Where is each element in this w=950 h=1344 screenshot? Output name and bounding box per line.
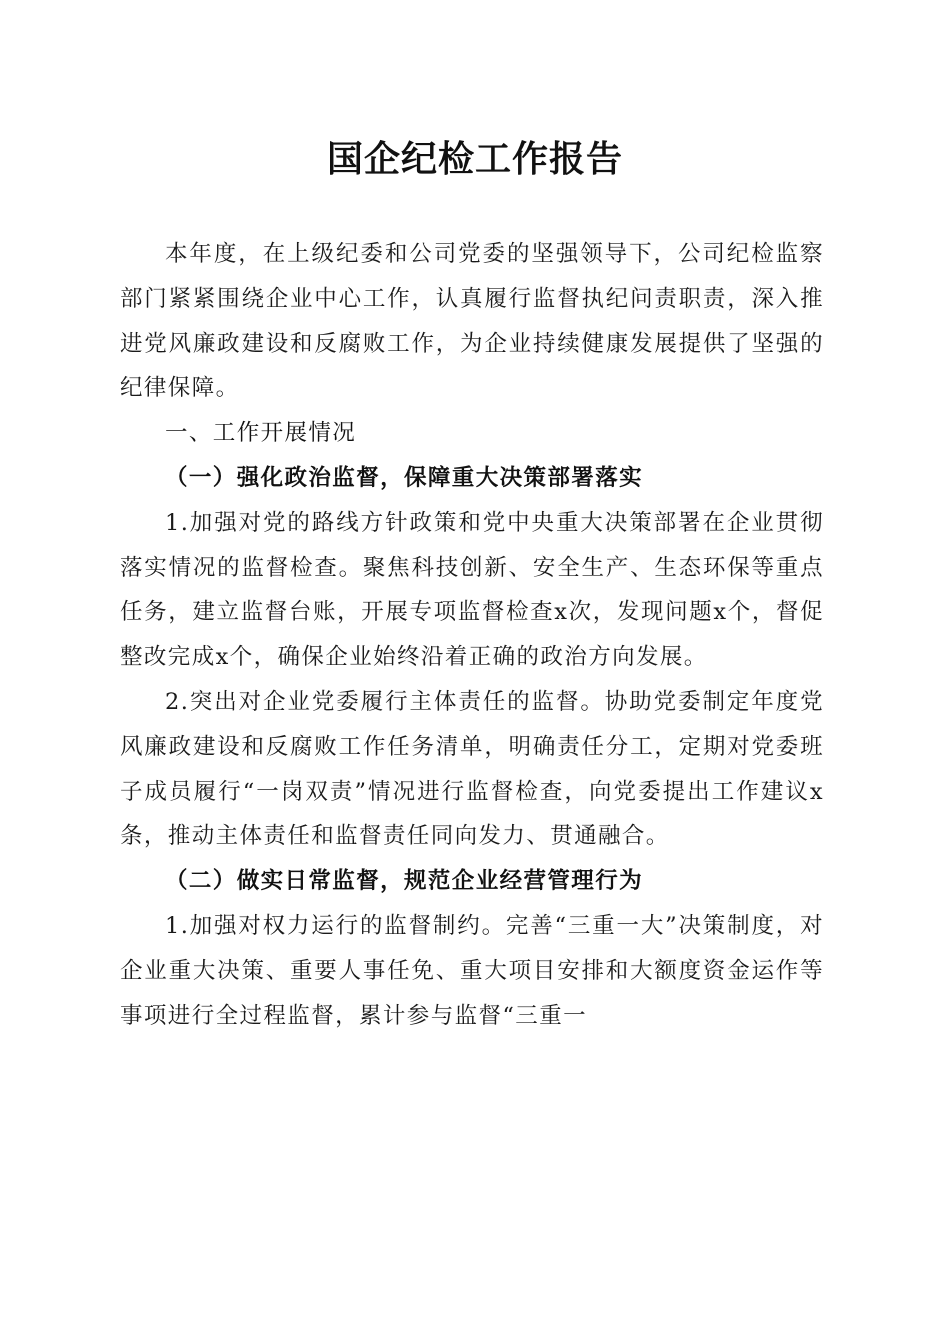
document-title: 国企纪检工作报告	[326, 138, 623, 180]
subsection-heading-1: （一）强化政治监督，保障重大决策部署落实	[165, 464, 644, 491]
paragraph-1-1: 1.加强对党的路线方针政策和党中央重大决策部署在企业贯彻落实情况的监督检查。聚焦科技创新、安全生产、生态环保等重点任务，建立监督台账，开展专项监督检查x次，发现问题x个，督促整改完成x个，确保企业始终沿着正确的政治方向发展。	[120, 509, 824, 671]
intro-paragraph: 本年度，在上级纪委和公司党委的坚强领导下，公司纪检监察部门紧紧围绕企业中心工作，认真履行监督执纪问责职责，深入推进党风廉政建设和反腐败工作，为企业持续健康发展提供了坚强的纪律保障。	[120, 241, 824, 402]
section-heading-1: 一、工作开展情况	[165, 420, 357, 447]
document-body	[120, 232, 824, 1038]
paragraph-2-1: 1.加强对权力运行的监督制约。完善“三重一大”决策制度，对企业重大决策、重要人事任免、重大项目安排和大额度资金运作等事项进行全过程监督，累计参与监督“三重一	[120, 912, 824, 1029]
subsection-heading-2: （二）做实日常监督，规范企业经营管理行为	[165, 868, 644, 895]
paragraph-1-2: 2.突出对企业党委履行主体责任的监督。协助党委制定年度党风廉政建设和反腐败工作任务清单，明确责任分工，定期对党委班子成员履行“一岗双责”情况进行监督检查，向党委提出工作建议x条，推动主体责任和监督责任同向发力、贯通融合。	[120, 688, 824, 850]
